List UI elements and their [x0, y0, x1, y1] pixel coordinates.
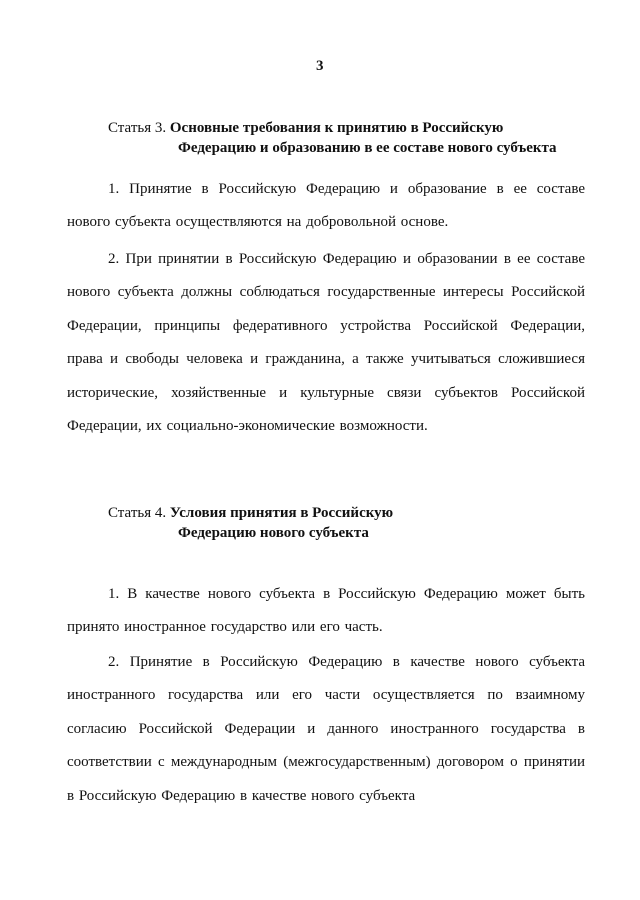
article-3-title-line-1: Основные требования к принятию в Российскую	[169, 120, 504, 136]
article-4-title-line-2: Федерацию нового субъекта	[178, 525, 369, 541]
page-number: 3	[316, 58, 324, 74]
article-4-heading	[108, 503, 393, 543]
article-4-title-line-1: Условия принятия в Российскую	[169, 505, 394, 521]
article-4-paragraph-2: 2. Принятие в Российскую Федерацию в качестве нового субъекта иностранного государства или его части осуществляется по взаимному согласию Российской Федерации и данного иностранного государства в соответствии с международным (межгосударственным) договором о принятии в Российскую Федерацию в качестве нового субъекта	[67, 654, 585, 804]
article-3-heading	[108, 118, 557, 158]
article-3-prefix: Статья 3.	[108, 120, 167, 136]
article-4-paragraph-1: 1. В качестве нового субъекта в Российскую Федерацию может быть принято иностранное государство или его часть.	[67, 586, 585, 636]
article-3-paragraph-2: 2. При принятии в Российскую Федерацию и образовании в ее составе нового субъекта должны соблюдаться государственные интересы Российской Федерации, принципы федеративного устройства Российской Федерации, права и свободы человека и гражданина, а также учитываться сложившиеся исторические, хозяйственные и культурные связи субъектов Российской Федерации, их социально-экономические возможности.	[67, 251, 585, 435]
article-3-paragraph-1: 1. Принятие в Российскую Федерацию и образование в ее составе нового субъекта осуществляются на добровольной основе.	[67, 181, 585, 231]
article-3-title-line-2: Федерацию и образованию в ее составе нового субъекта	[178, 140, 557, 156]
article-4-prefix: Статья 4.	[108, 505, 167, 521]
